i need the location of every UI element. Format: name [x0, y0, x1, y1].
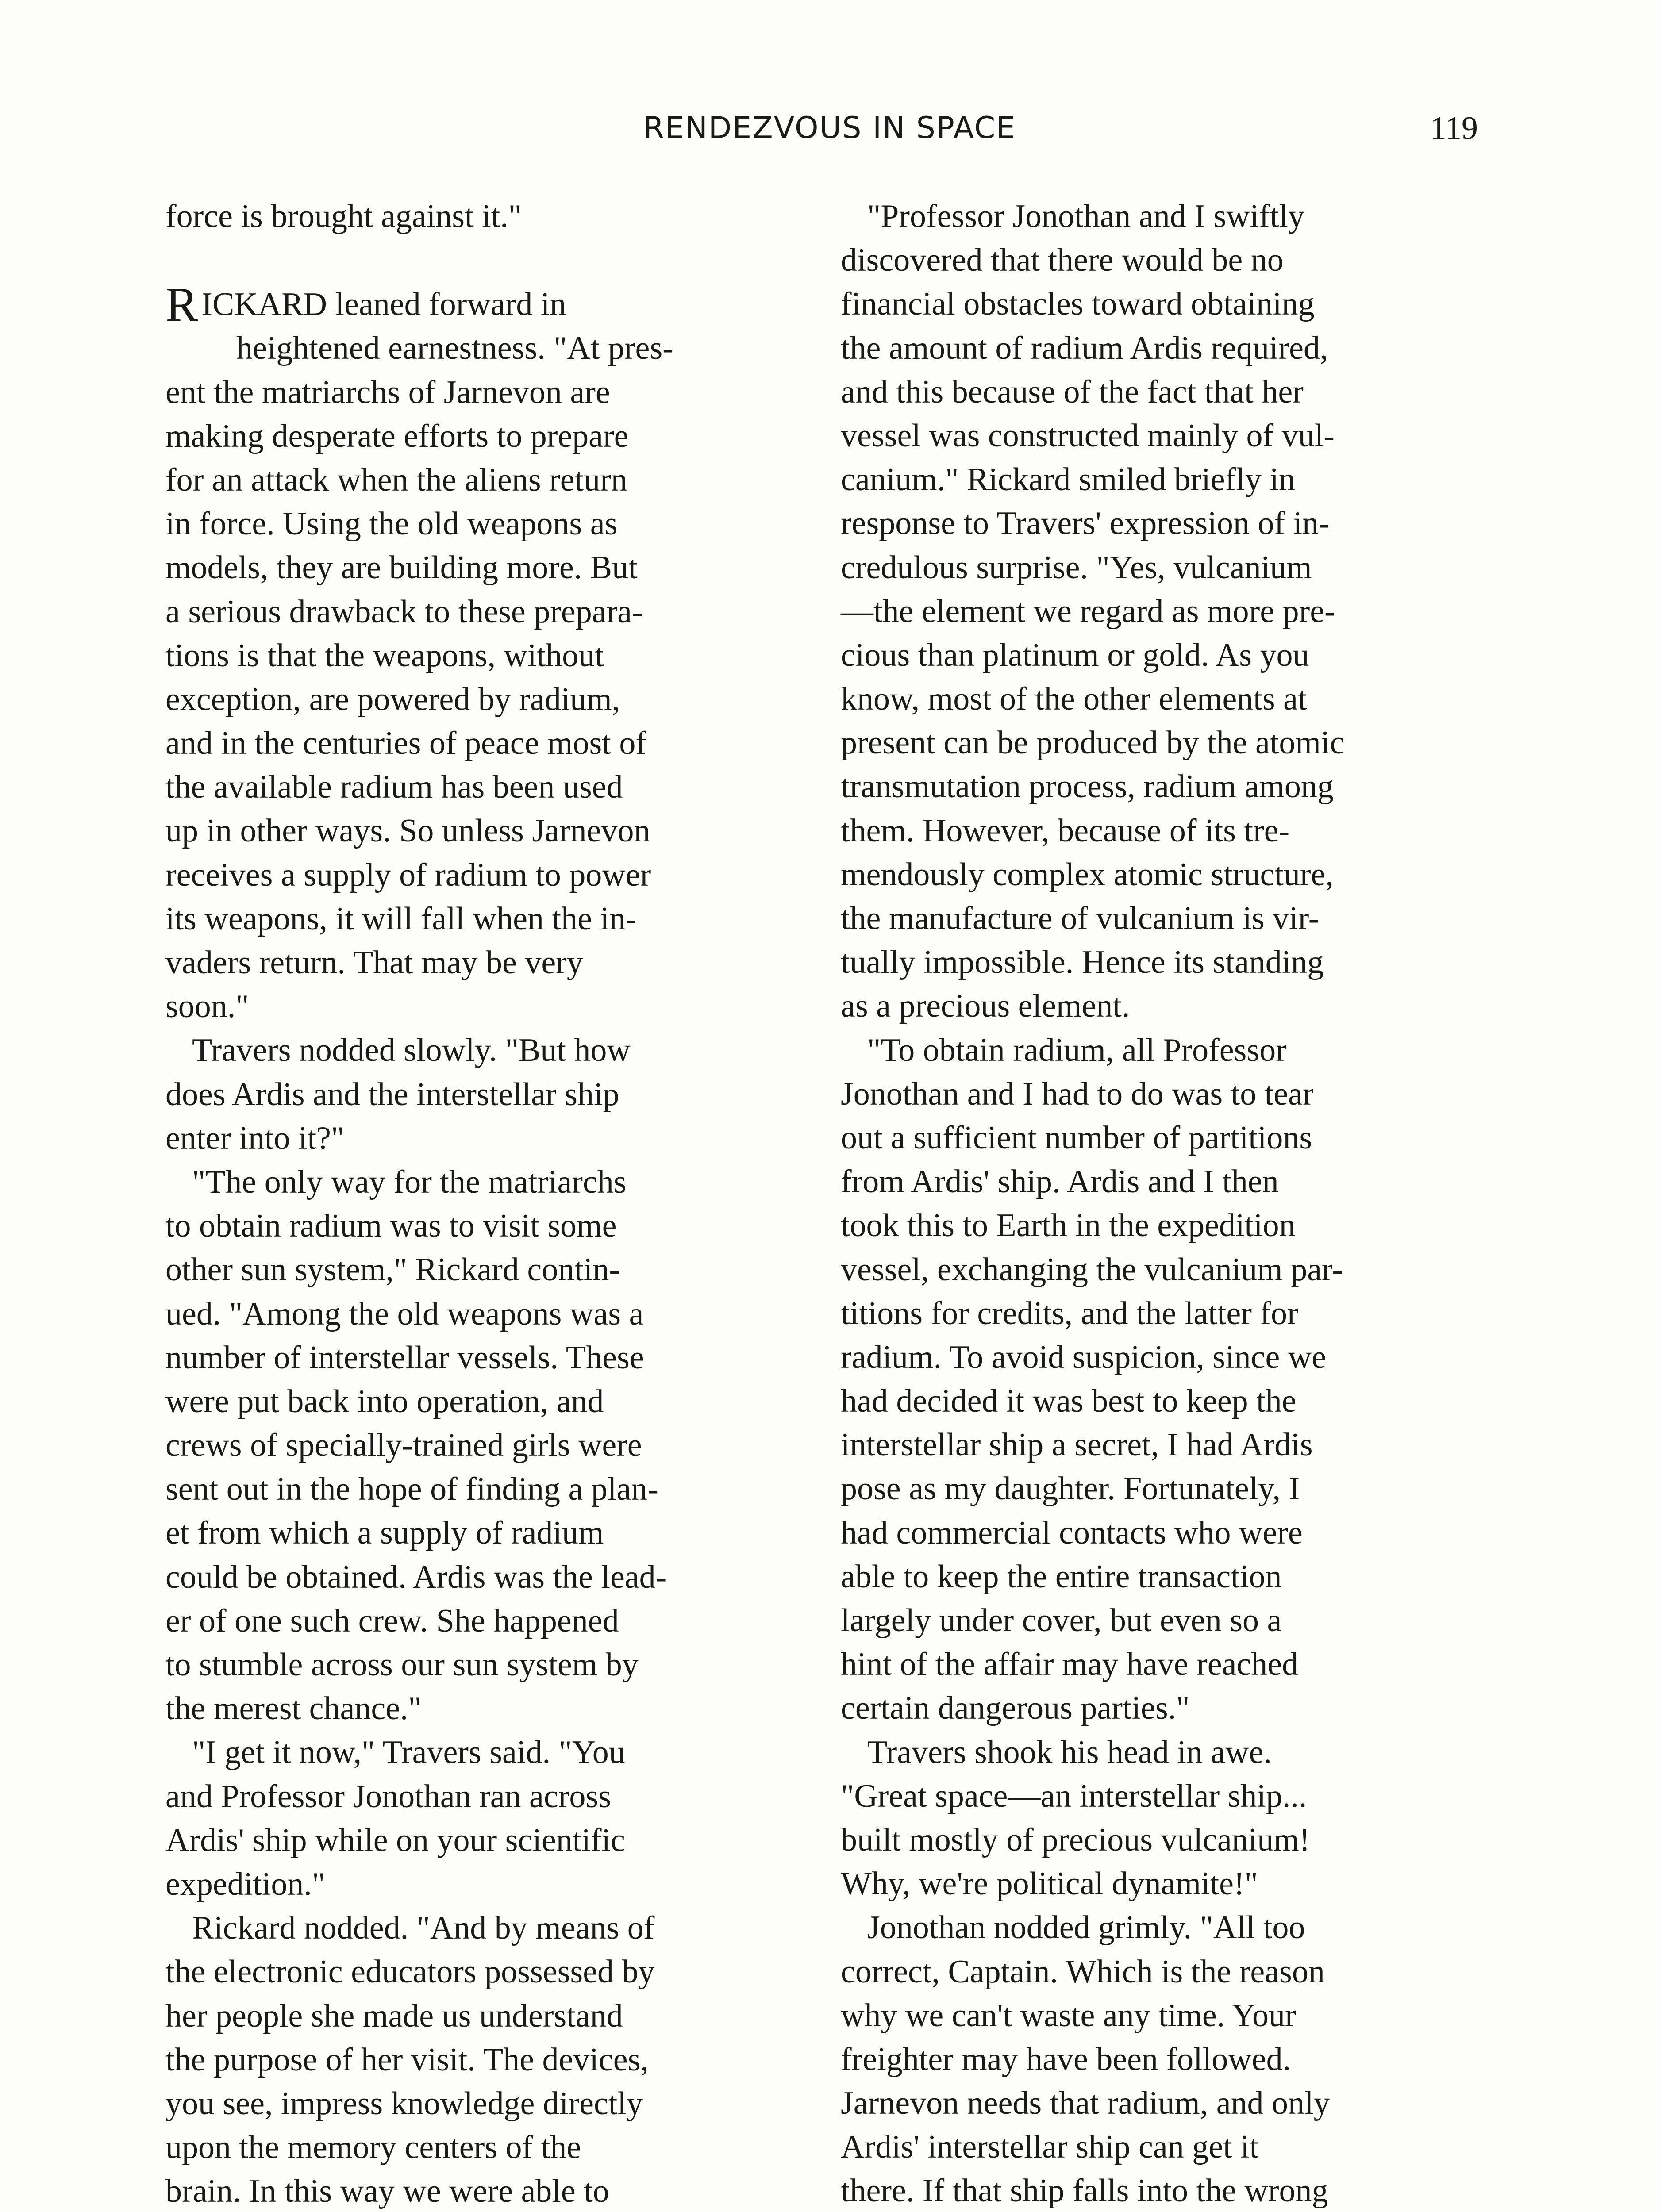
text-line: Ardis' interstellar ship can get it	[841, 2129, 1259, 2166]
text-line: the electronic educators possessed by	[165, 1954, 655, 1990]
text-line: as a precious element.	[841, 988, 1130, 1025]
text-line: financial obstacles toward obtaining	[841, 286, 1315, 323]
left-column	[165, 195, 803, 2212]
text-line: able to keep the entire transaction	[841, 1558, 1282, 1595]
text-line: number of interstellar vessels. These	[165, 1339, 644, 1376]
text-line: up in other ways. So unless Jarnevon	[165, 813, 650, 849]
running-title: RENDEZVOUS IN SPACE	[643, 111, 1016, 146]
text-line: tions is that the weapons, without	[165, 637, 604, 674]
text-line: the purpose of her visit. The devices,	[165, 2041, 649, 2078]
text-line: interstellar ship a secret, I had Ardis	[841, 1427, 1313, 1463]
text-line: for an attack when the aliens return	[165, 461, 627, 498]
text-line: "To obtain radium, all Professor	[867, 1032, 1287, 1068]
section-break	[165, 238, 803, 283]
text-line: "Professor Jonothan and I swiftly	[867, 198, 1304, 234]
text-line: other sun system," Rickard contin-	[165, 1252, 620, 1288]
text-line: correct, Captain. Which is the reason	[841, 1953, 1325, 1990]
text-line: in force. Using the old weapons as	[165, 506, 618, 542]
text-line: why we can't waste any time. Your	[841, 1997, 1296, 2034]
text-line: canium." Rickard smiled briefly in	[841, 461, 1295, 498]
text-line: its weapons, it will fall when the in-	[165, 900, 637, 937]
text-line: making desperate efforts to prepare	[165, 418, 629, 454]
text-line: does Ardis and the interstellar ship	[165, 1076, 619, 1113]
text-line: her people she made us understand	[165, 1997, 623, 2034]
text-line: had commercial contacts who were	[841, 1514, 1303, 1551]
text-line: a serious drawback to these prepara-	[165, 593, 643, 630]
text-line: took this to Earth in the expedition	[841, 1207, 1296, 1244]
text-line: could be obtained. Ardis was the lead-	[165, 1559, 667, 1595]
text-line: Why, we're political dynamite!"	[841, 1866, 1258, 1902]
text-line: certain dangerous parties."	[841, 1690, 1190, 1727]
text-line: them. However, because of its tre-	[841, 812, 1290, 849]
text-line-rest: ICKARD leaned forward in	[201, 286, 566, 323]
text-line: freighter may have been followed.	[841, 2041, 1291, 2078]
text-line: tually impossible. Hence its standing	[841, 944, 1324, 981]
text-line: present can be produced by the atomic	[841, 725, 1345, 761]
text-line: the manufacture of vulcanium is vir-	[841, 900, 1320, 937]
drop-cap: R	[165, 277, 198, 332]
text-line: upon the memory centers of the	[165, 2129, 581, 2166]
text-line: built mostly of precious vulcanium!	[841, 1821, 1310, 1858]
text-line: "Great space—an interstellar ship...	[841, 1778, 1307, 1814]
text-line: were put back into operation, and	[165, 1383, 604, 1420]
text-line: sent out in the hope of finding a plan-	[165, 1471, 658, 1508]
text-line: the merest chance."	[165, 1690, 422, 1727]
text-line: transmutation process, radium among	[841, 768, 1334, 805]
text-line: "The only way for the matriarchs	[192, 1164, 627, 1200]
text-line: brain. In this way we were able to	[165, 2173, 609, 2210]
text-line: er of one such crew. She happened	[165, 1602, 619, 1639]
right-column	[841, 195, 1478, 2212]
text-line: largely under cover, but even so a	[841, 1602, 1282, 1639]
text-line: there. If that ship falls into the wrong	[841, 2173, 1328, 2209]
text-line: credulous surprise. "Yes, vulcanium	[841, 549, 1312, 586]
text-line: to stumble across our sun system by	[165, 1647, 639, 1683]
text-line: Jonothan and I had to do was to tear	[841, 1075, 1314, 1112]
text-line: radium. To avoid suspicion, since we	[841, 1339, 1327, 1375]
text-line: models, they are building more. But	[165, 549, 638, 586]
text-line: expedition."	[165, 1866, 326, 1902]
text-line: Jarnevon needs that radium, and only	[841, 2085, 1330, 2122]
text-line: crews of specially-trained girls were	[165, 1427, 642, 1464]
text-line: discovered that there would be no	[841, 242, 1284, 279]
text-line: and Professor Jonothan ran across	[165, 1778, 611, 1815]
text-line: —the element we regard as more pre-	[841, 593, 1335, 630]
text-line: know, most of the other elements at	[841, 681, 1307, 718]
text-line: and this because of the fact that her	[841, 373, 1304, 410]
text-line: titions for credits, and the latter for	[841, 1295, 1298, 1332]
text-line: exception, are powered by radium,	[165, 681, 620, 718]
text-line: mendously complex atomic structure,	[841, 856, 1334, 893]
text-line: Ardis' ship while on your scientific	[165, 1822, 625, 1859]
text-line: pose as my daughter. Fortunately, I	[841, 1471, 1300, 1507]
text-line: force is brought against it."	[165, 198, 522, 234]
text-line: cious than platinum or gold. As you	[841, 637, 1309, 673]
text-line: vessel, exchanging the vulcanium par-	[841, 1251, 1343, 1288]
text-line: vessel was constructed mainly of vul-	[841, 417, 1335, 454]
text-line: "I get it now," Travers said. "You	[192, 1734, 625, 1771]
text-line: out a sufficient number of partitions	[841, 1119, 1312, 1156]
text-line: hint of the affair may have reached	[841, 1646, 1299, 1683]
text-line: et from which a supply of radium	[165, 1515, 604, 1551]
text-line: ued. "Among the old weapons was a	[165, 1295, 644, 1332]
text-line: ent the matriarchs of Jarnevon are	[165, 374, 610, 411]
text-line: Travers nodded slowly. "But how	[192, 1032, 631, 1069]
text-line: heightened earnestness. "At pres-	[236, 330, 673, 367]
page-number: 119	[1430, 110, 1478, 146]
text-line: enter into it?"	[165, 1120, 345, 1156]
text-line	[165, 277, 803, 332]
text-line: the available radium has been used	[165, 769, 623, 806]
text-line: vaders return. That may be very	[165, 945, 583, 981]
text-line: soon."	[165, 988, 249, 1025]
text-line: to obtain radium was to visit some	[165, 1208, 617, 1244]
text-line: Rickard nodded. "And by means of	[192, 1910, 655, 1947]
text-line: had decided it was best to keep the	[841, 1383, 1297, 1420]
text-line: the amount of radium Ardis required,	[841, 330, 1328, 366]
text-line: receives a supply of radium to power	[165, 856, 651, 893]
text-line: Travers shook his head in awe.	[867, 1734, 1272, 1770]
text-line: Jonothan nodded grimly. "All too	[867, 1909, 1305, 1946]
text-line: response to Travers' expression of in-	[841, 505, 1330, 542]
text-line: from Ardis' ship. Ardis and I then	[841, 1164, 1279, 1200]
text-line: you see, impress knowledge directly	[165, 2085, 643, 2122]
text-line: and in the centuries of peace most of	[165, 725, 646, 762]
